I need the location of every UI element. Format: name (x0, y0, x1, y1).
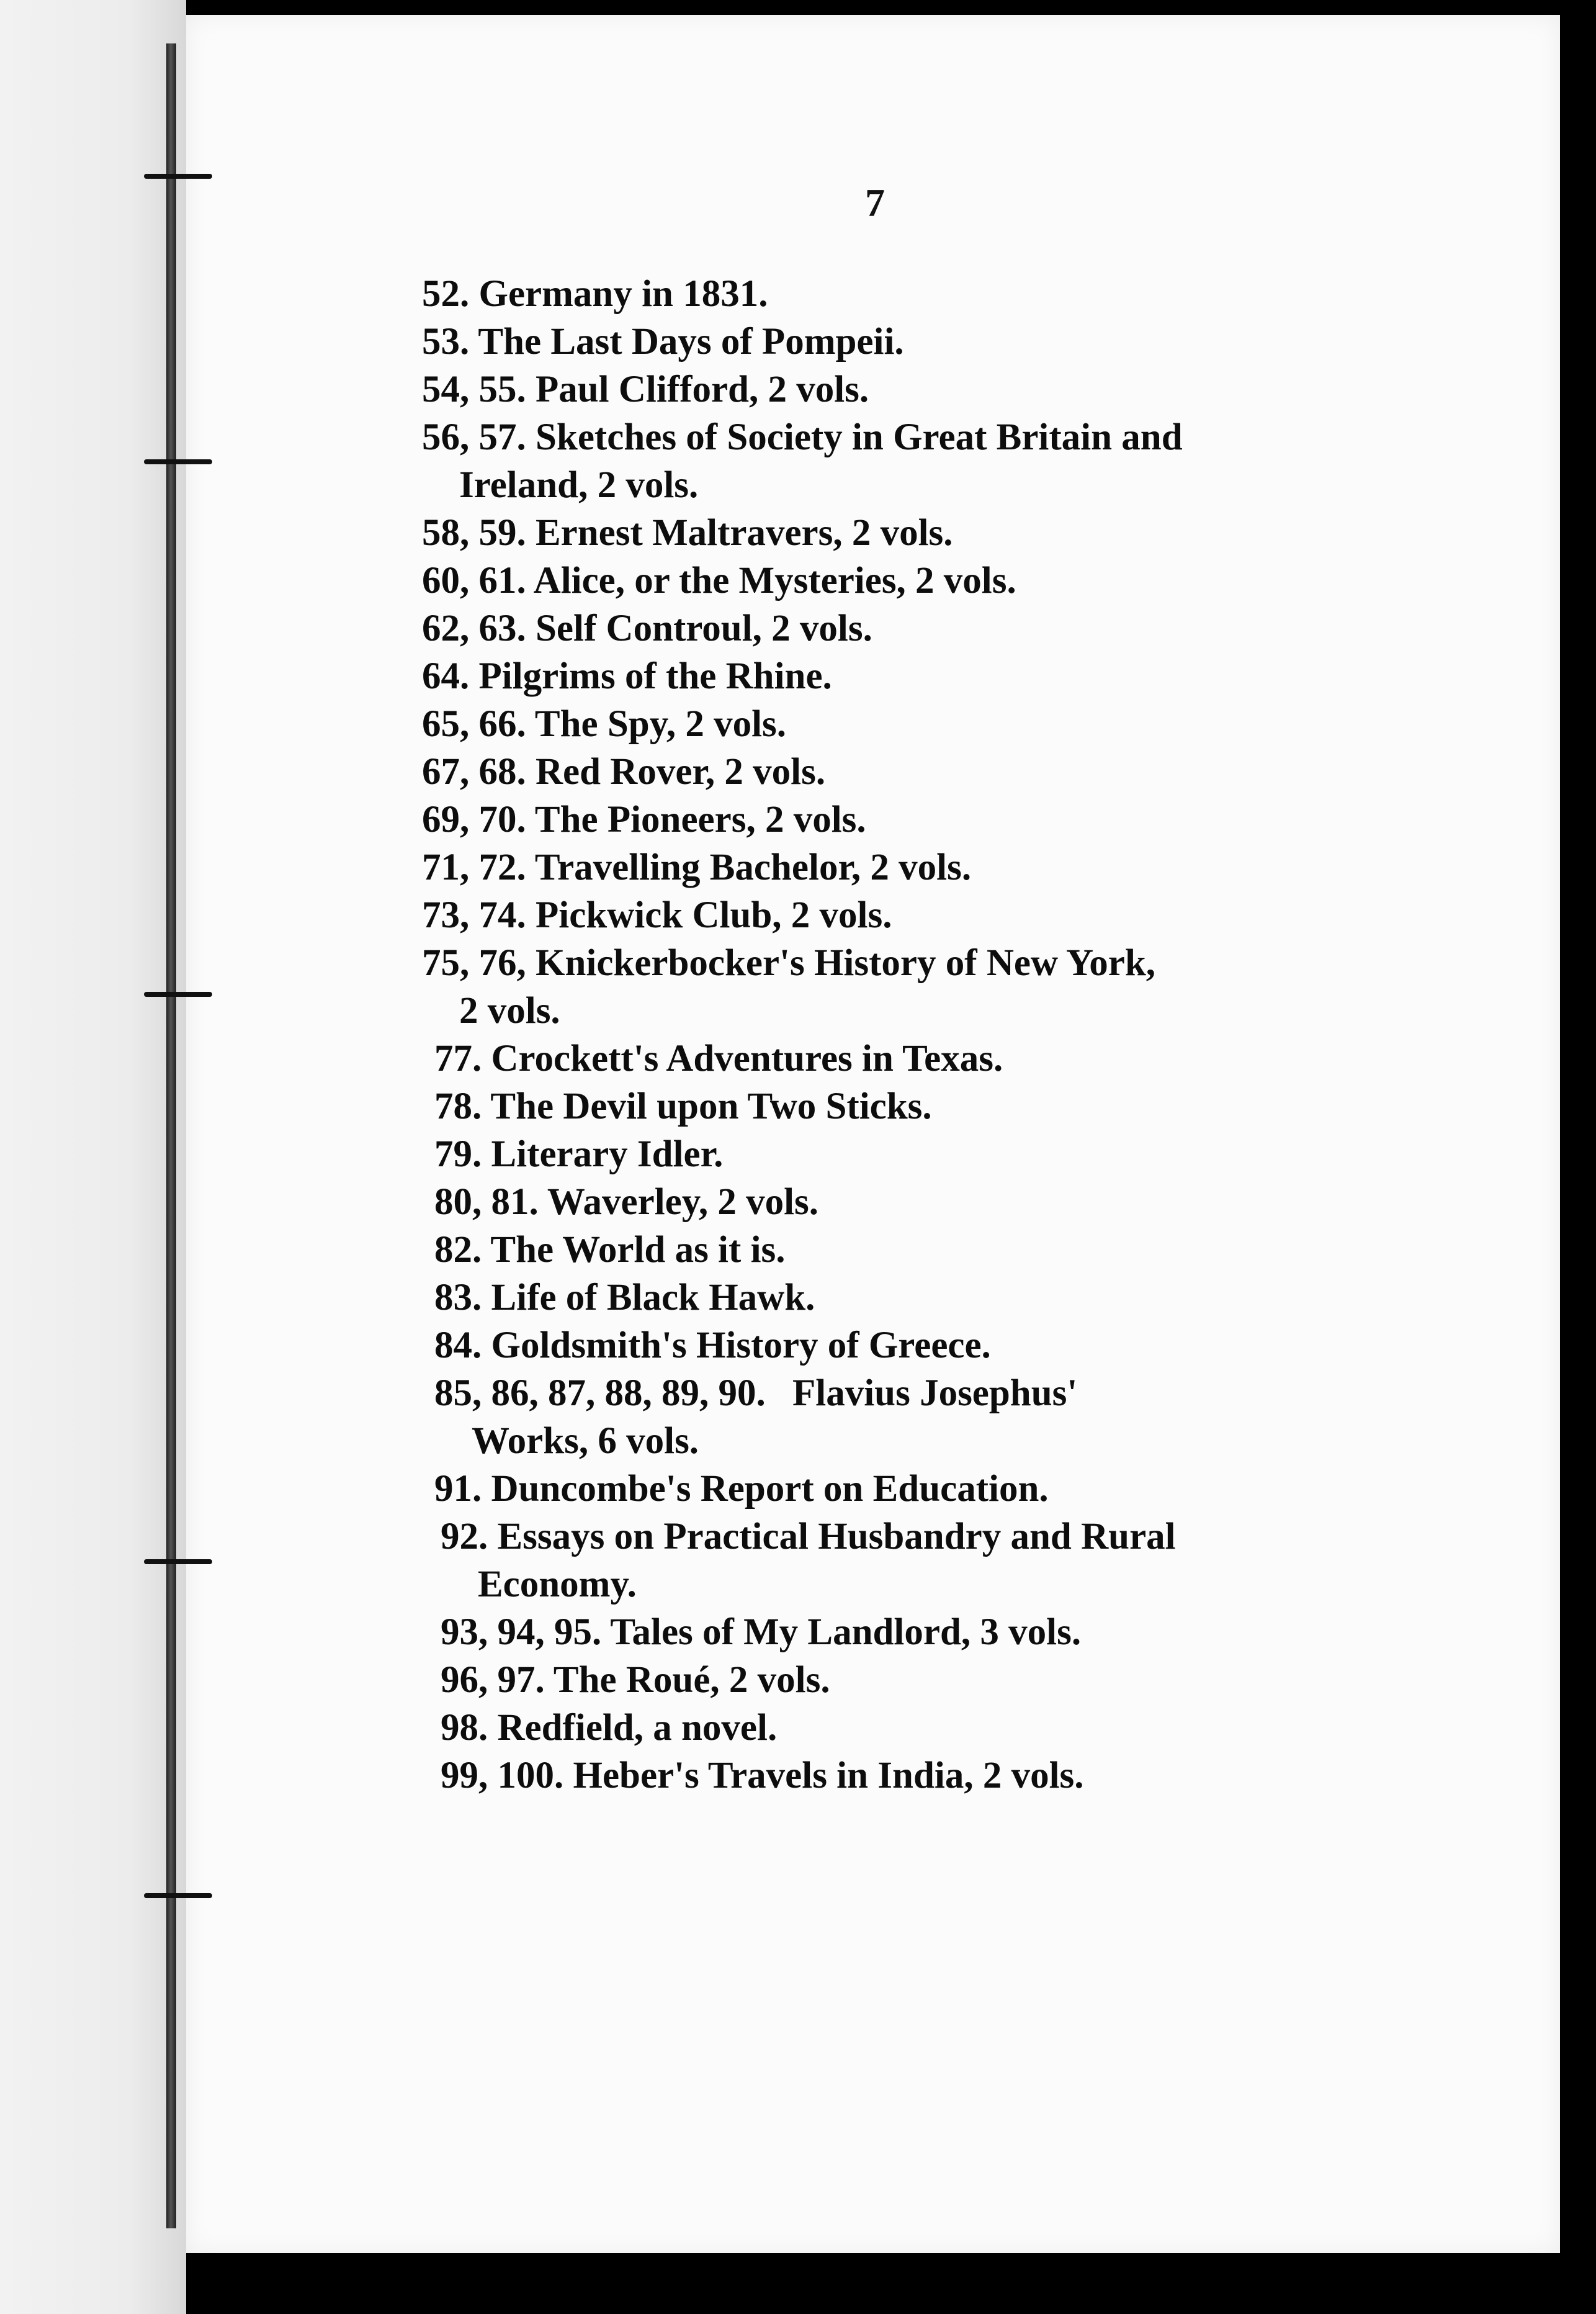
entry-continuation: Economy. (478, 1564, 637, 1605)
list-item (422, 700, 1340, 748)
entry-title: Heber's Travels in India, 2 vols. (573, 1755, 1084, 1796)
entry-number: 84. (434, 1325, 482, 1366)
entry-title: Knickerbocker's History of New York, (536, 942, 1156, 984)
entry-number: 52. (422, 273, 470, 315)
list-item (422, 318, 1340, 366)
entry-continuation: Works, 6 vols. (472, 1420, 699, 1462)
entry-title: Paul Clifford, 2 vols. (536, 369, 869, 410)
entry-continuation: Ireland, 2 vols. (459, 464, 699, 506)
entry-title: The Spy, 2 vols. (534, 703, 787, 745)
entry-number: 93, 94, 95. (441, 1611, 602, 1653)
list-item (422, 1704, 1340, 1752)
entry-continuation: 2 vols. (459, 990, 560, 1032)
entry-title: The World as it is. (490, 1229, 786, 1271)
binding-spine (166, 43, 176, 2228)
list-item (422, 1130, 1340, 1178)
entry-title: Redfield, a novel. (497, 1707, 778, 1749)
entry-title: Essays on Practical Husbandry and Rural (497, 1516, 1176, 1557)
entry-title: The Devil upon Two Sticks. (490, 1086, 932, 1127)
entry-number: 62, 63. (422, 608, 526, 649)
entry-number: 58, 59. (422, 512, 526, 554)
entry-title: The Last Days of Pompeii. (478, 321, 904, 362)
entry-title: Alice, or the Mysteries, 2 vols. (533, 560, 1016, 601)
entry-number: 78. (434, 1086, 482, 1127)
entry-number: 80, 81. (434, 1181, 539, 1223)
entry-number: 85, 86, 87, 88, 89, 90. (434, 1372, 766, 1414)
list-item (422, 1752, 1340, 1799)
list-item (422, 1226, 1340, 1274)
list-item (422, 1369, 1340, 1465)
list-item (422, 605, 1340, 652)
entry-number: 79. (434, 1133, 482, 1175)
entry-number: 64. (422, 655, 470, 697)
list-item (422, 413, 1340, 509)
entry-title: Travelling Bachelor, 2 vols. (534, 847, 972, 888)
binding-stitch (144, 992, 212, 997)
list-item (422, 366, 1340, 413)
page-number: 7 (865, 181, 885, 225)
list-item (422, 1035, 1340, 1083)
entry-title: The Pioneers, 2 vols. (534, 799, 866, 840)
list-item (422, 1513, 1340, 1608)
list-item (422, 1321, 1340, 1369)
entry-number: 91. (434, 1468, 482, 1510)
list-item (422, 844, 1340, 891)
binding-stitch (144, 1893, 212, 1898)
list-item (422, 796, 1340, 844)
list-item (422, 270, 1340, 318)
list-item (422, 1274, 1340, 1321)
entry-number: 54, 55. (422, 369, 526, 410)
binding-stitch (144, 1559, 212, 1564)
entry-title: Ernest Maltravers, 2 vols. (536, 512, 953, 554)
entry-title: Tales of My Landlord, 3 vols. (610, 1611, 1082, 1653)
entry-title: Life of Black Hawk. (491, 1277, 815, 1318)
entry-number: 56, 57. (422, 416, 526, 458)
entry-title: The Roué, 2 vols. (553, 1659, 830, 1701)
list-item (422, 1608, 1340, 1656)
entry-number: 83. (434, 1277, 482, 1318)
entry-title: Flavius Josephus' (792, 1372, 1078, 1414)
entry-title: Pickwick Club, 2 vols. (536, 894, 892, 936)
entry-number: 77. (434, 1038, 482, 1079)
entry-number: 73, 74. (422, 894, 526, 936)
entry-title: Goldsmith's History of Greece. (491, 1325, 991, 1366)
entry-number: 67, 68. (422, 751, 526, 793)
list-item (422, 652, 1340, 700)
list-item (422, 1083, 1340, 1130)
list-item (422, 939, 1340, 1035)
entry-number: 69, 70. (422, 799, 526, 840)
list-item (422, 891, 1340, 939)
entry-title: Self Controul, 2 vols. (536, 608, 872, 649)
entry-title: Sketches of Society in Great Britain and (536, 416, 1183, 458)
catalogue-list (422, 270, 1340, 1799)
list-item (422, 1178, 1340, 1226)
entry-number: 75, 76, (422, 942, 526, 984)
list-item (422, 557, 1340, 605)
entry-number: 65, 66. (422, 703, 526, 745)
entry-number: 82. (434, 1229, 482, 1271)
entry-title: Crockett's Adventures in Texas. (491, 1038, 1003, 1079)
binding-stitch (144, 459, 212, 464)
list-item (422, 509, 1340, 557)
entry-title: Duncombe's Report on Education. (491, 1468, 1049, 1510)
entry-title: Waverley, 2 vols. (547, 1181, 819, 1223)
entry-title: Red Rover, 2 vols. (536, 751, 826, 793)
list-item (422, 748, 1340, 796)
list-item (422, 1656, 1340, 1704)
entry-number: 96, 97. (441, 1659, 545, 1701)
entry-number: 99, 100. (441, 1755, 564, 1796)
binding-stitch (144, 174, 212, 179)
entry-title: Germany in 1831. (478, 273, 768, 315)
entry-number: 98. (441, 1707, 488, 1749)
facing-page-edge (0, 0, 186, 2314)
entry-number: 92. (441, 1516, 488, 1557)
entry-title: Pilgrims of the Rhine. (478, 655, 832, 697)
entry-title: Literary Idler. (491, 1133, 724, 1175)
entry-number: 60, 61. (422, 560, 526, 601)
entry-number: 53. (422, 321, 470, 362)
entry-number: 71, 72. (422, 847, 526, 888)
list-item (422, 1465, 1340, 1513)
